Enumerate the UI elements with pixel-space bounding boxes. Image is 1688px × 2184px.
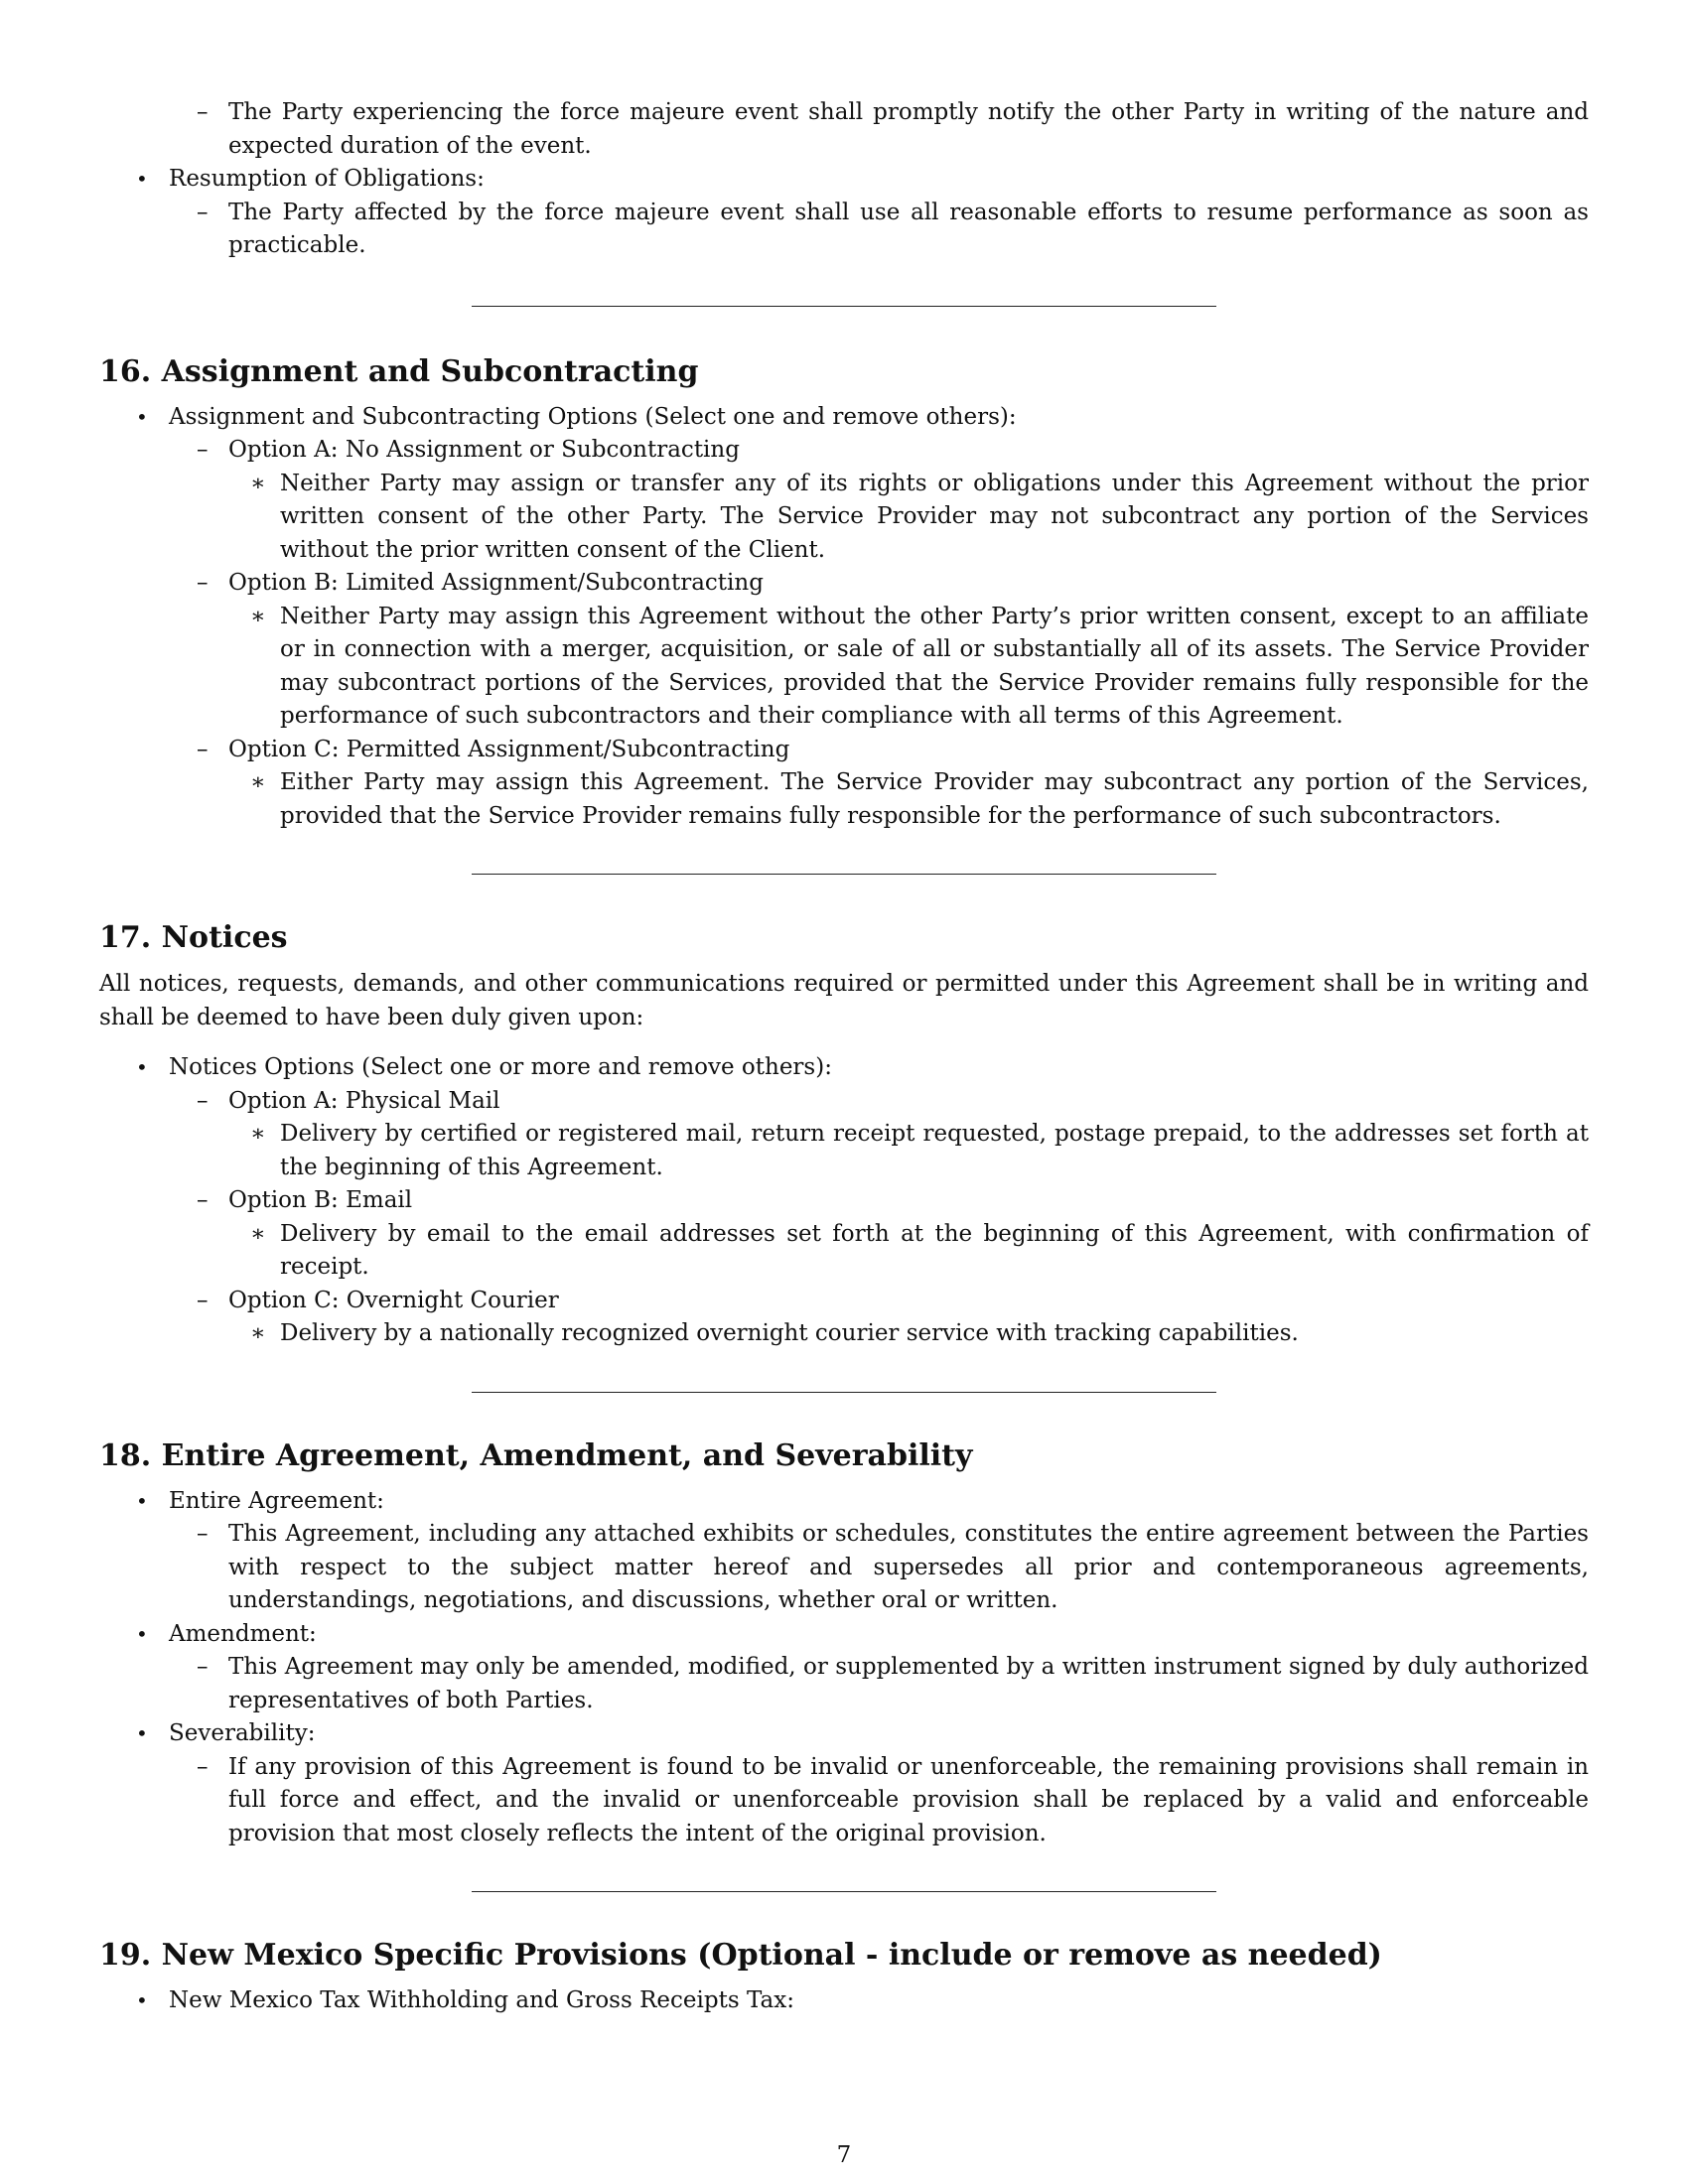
page-number: 7 [836,2142,852,2168]
section-paragraph: All notices, requests, demands, and other communications required or permitted under this Agreement shall be in writing and shall be deemed to have been duly given upon: [99,971,1589,1030]
list-item: ∗ Neither Party may assign this Agreement without the other Party’s prior written consent, except to an affiliate or in connection with a merger, acquisition, or sale of all or substantially all of its assets. The Service Provider may subcontract portions of the Services, provided that the Service Provider remains fully responsible for the performance of such subcontractors and their compliance with all terms of this Agreement. [99,601,1589,734]
dash-bullet: – [197,1521,209,1547]
bullet: • [136,404,148,429]
asterisk-bullet: ∗ [250,1220,266,1247]
list-item: • Resumption of Obligations: [99,163,1589,197]
section-heading-18: 18. Entire Agreement, Amendment, and Severability [99,1437,973,1473]
list-item: – This Agreement, including any attached exhibits or schedules, constitutes the entire agreement between the Parties with respect to the subject matter hereof and supersedes all prior and contemporaneous agreements, understandings, negotiations, and discussions, whether oral or written. [99,1518,1589,1618]
list-item: ∗ Delivery by a nationally recognized overnight courier service with tracking capabilities. [99,1317,1589,1351]
section-heading-16: 16. Assignment and Subcontracting [99,353,699,389]
list-item: – This Agreement may only be amended, modified, or supplemented by a written instrument signed by duly authorized representatives of both Parties. [99,1651,1589,1717]
dash-bullet: – [197,437,209,463]
dash-bullet: – [197,99,209,125]
bullet: • [136,1488,148,1513]
list-item: – Option C: Overnight Courier [99,1285,1589,1318]
asterisk-bullet: ∗ [250,1320,266,1346]
list-item: – Option A: Physical Mail [99,1085,1589,1119]
dash-bullet: – [197,1287,209,1313]
list-item: – The Party experiencing the force majeure event shall promptly notify the other Party in writing of the nature and expected duration of the event. [99,96,1589,163]
list-item: • Entire Agreement: [99,1485,1589,1519]
list-item: ∗ Delivery by certified or registered mail, return receipt requested, postage prepaid, to the addresses set forth at the beginning of this Agreement. [99,1118,1589,1184]
list-item: – Option C: Permitted Assignment/Subcontracting [99,734,1589,767]
bullet: • [136,1621,148,1646]
list-item: ∗ Neither Party may assign or transfer any of its rights or obligations under this Agreement without the prior written consent of the other Party. The Service Provider may not subcontract any portion of the Services without the prior written consent of the Client. [99,468,1589,568]
dash-bullet: – [197,1654,209,1680]
list-item: ∗ Delivery by email to the email addresses set forth at the beginning of this Agreement, with confirmation of receipt. [99,1218,1589,1285]
document-page [99,0,1589,2018]
dash-bullet: – [197,736,209,762]
list-item: • Amendment: [99,1618,1589,1652]
bullet: • [136,1721,148,1745]
asterisk-bullet: ∗ [250,603,266,629]
list-item: • Assignment and Subcontracting Options (Select one and remove others): [99,401,1589,435]
dash-bullet: – [197,1087,209,1114]
dash-bullet: – [197,199,209,225]
list-item: – Option A: No Assignment or Subcontracting [99,434,1589,468]
asterisk-bullet: ∗ [250,769,266,795]
asterisk-bullet: ∗ [250,470,266,496]
bullet: • [136,167,148,191]
list-item: • Notices Options (Select one or more and remove others): [99,1051,1589,1085]
bullet: • [136,1055,148,1079]
list-item: • New Mexico Tax Withholding and Gross Receipts Tax: [99,1984,1589,2018]
list-item: • Severability: [99,1717,1589,1751]
list-item: – Option B: Limited Assignment/Subcontracting [99,567,1589,601]
asterisk-bullet: ∗ [250,1121,266,1147]
list-item: – Option B: Email [99,1184,1589,1218]
dash-bullet: – [197,1753,209,1780]
dash-bullet: – [197,570,209,596]
bullet: • [136,1988,148,2012]
list-item: – The Party affected by the force majeure event shall use all reasonable efforts to resume performance as soon as practicable. [99,197,1589,263]
section-heading-19: 19. New Mexico Specific Provisions (Optional - include or remove as needed) [99,1938,1382,1973]
list-item: – If any provision of this Agreement is found to be invalid or unenforceable, the remaining provisions shall remain in full force and effect, and the invalid or unenforceable provision shall be replaced by a valid and enforceable provision that most closely reflects the intent of the original provision. [99,1751,1589,1851]
dash-bullet: – [197,1187,209,1213]
list-item: ∗ Either Party may assign this Agreement. The Service Provider may subcontract any portion of the Services, provided that the Service Provider remains fully responsible for the performance of such subcontractors. [99,766,1589,833]
section-heading-17: 17. Notices [99,920,288,955]
